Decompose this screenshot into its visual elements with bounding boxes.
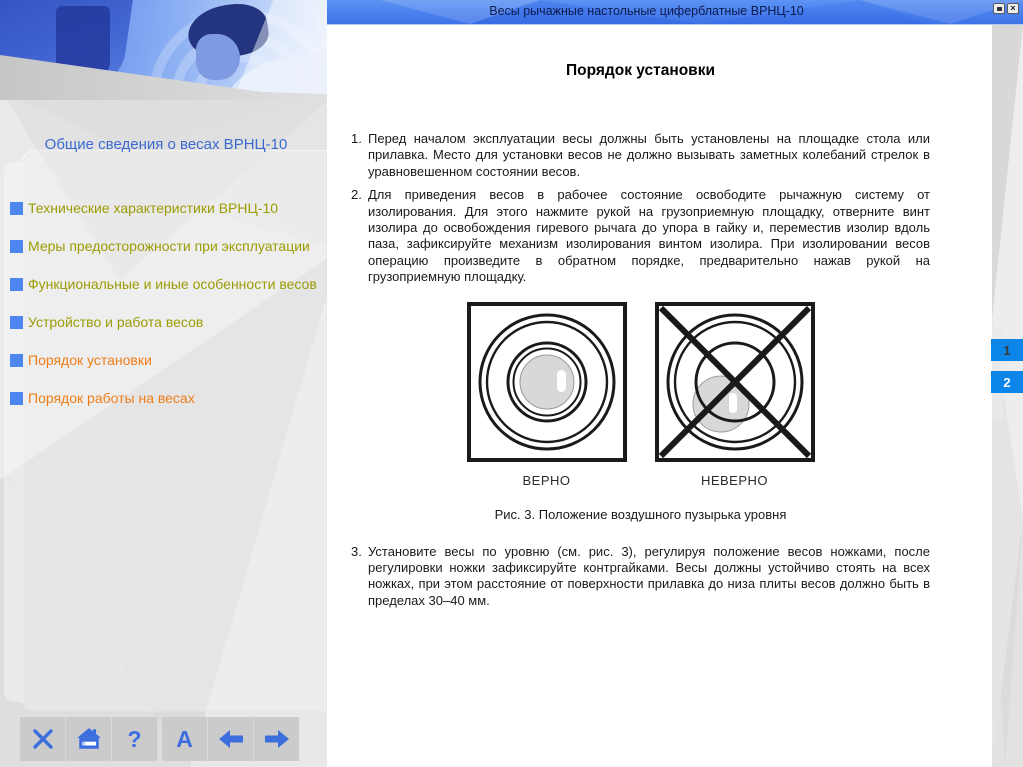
figure-correct (467, 302, 627, 488)
help-button[interactable] (112, 717, 158, 761)
minimize-button[interactable] (993, 3, 1005, 14)
sidebar-item-label: Порядок работы на весах (28, 390, 195, 406)
close-button[interactable]: × (1007, 3, 1019, 14)
level-incorrect-image (655, 302, 815, 462)
person-face (196, 34, 240, 80)
letter-a-icon: A (176, 725, 193, 752)
list-item-text: Для приведения весов в рабочее состояние освободите рычажную систему от изолирования. Для этого нажмите рукой на грузоприемную площадку, отверните винт изолира до освобождения гиревого рычага до упора в гайку и, переместив изолир вдоль паза, зафиксируйте механизм изолирования винтом изолира. При изолировании весов операцию произведите в обратном порядке, предварительно нажав рукой на грузоприемную площадку. (368, 187, 930, 285)
bullet-square-icon (10, 202, 23, 215)
sidebar-item-label: Устройство и работа весов (28, 314, 204, 330)
figure-incorrect (655, 302, 815, 488)
sidebar-item-tech-specs[interactable] (10, 200, 322, 220)
bullet-square-icon (10, 392, 23, 405)
sidebar-item-label: Порядок установки (28, 352, 152, 368)
sidebar-item-work-procedure[interactable] (10, 390, 322, 410)
list-item-1 (351, 131, 930, 180)
sidebar-item-label: Функциональные и иные особенности весов (28, 276, 317, 292)
list-item-number: 3. (351, 543, 362, 559)
level-incorrect-icon (659, 306, 811, 458)
page-title: Порядок установки (566, 62, 715, 79)
sidebar-item-design-operation[interactable] (10, 314, 322, 334)
sidebar-item-label: Меры предосторожности при эксплуатации (28, 238, 310, 254)
home-icon (76, 727, 102, 751)
question-mark-icon: ? (127, 725, 142, 752)
figure-caption: Рис. 3. Положение воздушного пузырька уровня (494, 506, 787, 522)
sidebar-item-label: Технические характеристики ВРНЦ-10 (28, 200, 279, 216)
sidebar-item-installation[interactable] (10, 352, 322, 372)
list-item-number: 2. (351, 187, 362, 203)
list-item-2 (351, 187, 930, 285)
forward-button[interactable] (254, 717, 299, 761)
list-item-text: Установите весы по уровню (см. рис. 3), регулируя положение весов ножками, после регулировки ножки зафиксируйте контргайками. Весы должны устойчиво стоять на всех ножках, при этом расстояние от поверхности прилавка до низа плиты весов должно быть в пределах 30–40 мм. (368, 543, 930, 608)
incorrect-label: НЕВЕРНО (700, 472, 769, 488)
correct-label: ВЕРНО (522, 472, 571, 488)
bullet-square-icon (10, 240, 23, 253)
home-button[interactable] (66, 717, 112, 761)
arrow-left-icon (217, 728, 245, 750)
window-title: Весы рычажные настольные циферблатные ВРНЦ-10 (489, 4, 804, 18)
list-item-number: 1. (351, 131, 362, 146)
level-correct-icon (471, 306, 623, 458)
minimize-icon (997, 7, 1002, 11)
bullet-square-icon (10, 316, 23, 329)
instruction-list (351, 131, 930, 286)
exit-button[interactable] (20, 717, 66, 761)
level-bubble-figure (351, 302, 930, 488)
close-x-icon (30, 727, 56, 751)
arrow-right-icon (263, 728, 291, 750)
bottom-toolbar (20, 717, 299, 761)
page-button-2[interactable]: 2 (991, 371, 1023, 393)
sidebar-item-precautions[interactable] (10, 238, 322, 258)
sidebar-panel (22, 150, 327, 712)
header-photo (0, 0, 327, 100)
list-item-3 (351, 544, 930, 610)
page-button-1[interactable]: 1 (991, 339, 1023, 361)
sidebar-item-features[interactable] (10, 276, 322, 296)
sidebar-header: Общие сведения о весах ВРНЦ-10 (44, 136, 288, 153)
bullet-square-icon (10, 278, 23, 291)
back-button[interactable] (208, 717, 254, 761)
bullet-square-icon (10, 354, 23, 367)
level-correct-image (467, 302, 627, 462)
font-size-button[interactable] (162, 717, 208, 761)
list-item-text: Перед началом эксплуатации весы должны быть установлены на площадке стола или прилавка. Место для установки весов не должно вызывать заметных колебаний стрелок в уравновешенном состоянии весов. (368, 131, 930, 179)
content-panel (327, 25, 992, 767)
